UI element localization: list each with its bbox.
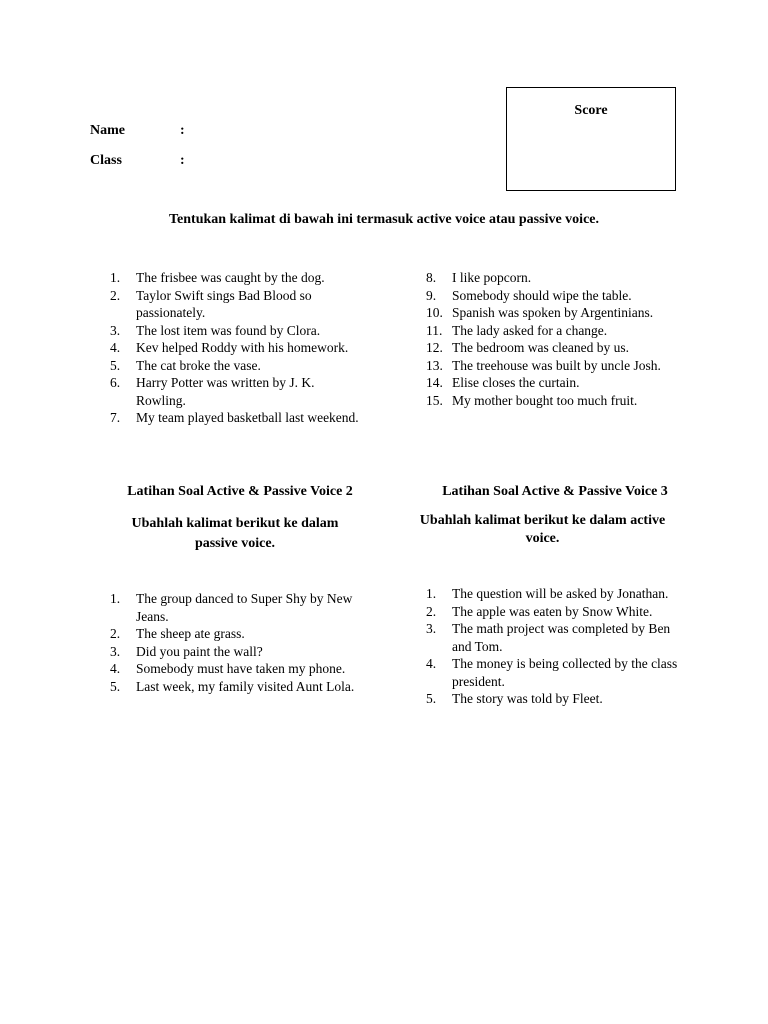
item-text: The bedroom was cleaned by us.: [452, 340, 629, 355]
list-item: [110, 590, 365, 625]
list-item: [426, 585, 684, 603]
item-number: 1.: [110, 591, 121, 606]
list-item: [426, 690, 684, 708]
section1-right-list: [426, 269, 696, 409]
item-text: The group danced to Super Shy by New Jeans.: [136, 591, 353, 624]
item-text: The math project was completed by Ben and Tom.: [452, 621, 671, 654]
item-number: 13.: [426, 357, 443, 373]
item-number: 11.: [426, 322, 443, 338]
item-number: 1.: [426, 586, 437, 601]
list-item: [426, 287, 696, 305]
list-item: [110, 374, 360, 409]
list-item: [426, 339, 696, 357]
item-text: Spanish was spoken by Argentinians.: [452, 305, 654, 320]
item-text: The treehouse was built by uncle Josh.: [452, 357, 661, 373]
list-item: [110, 678, 365, 696]
item-number: 5.: [110, 678, 121, 694]
section1-instruction: Tentukan kalimat di bawah ini termasuk active voice atau passive voice.: [168, 212, 599, 227]
item-text: The cat broke the vase.: [136, 357, 261, 373]
list-item: [110, 625, 365, 643]
item-number: 10.: [426, 305, 443, 320]
item-text: Taylor Swift sings Bad Blood so passionately.: [136, 287, 312, 320]
item-number: 2.: [110, 626, 121, 641]
list-item: [426, 603, 684, 621]
list-item: [426, 304, 696, 322]
section3-title: Latihan Soal Active & Passive Voice 3: [442, 484, 668, 499]
item-text: The money is being collected by the class president.: [452, 656, 678, 689]
section2-instruction: Ubahlah kalimat berikut ke dalam passive voice.: [131, 516, 339, 551]
score-box: [506, 87, 676, 191]
list-item: [110, 643, 365, 661]
item-number: 4.: [110, 340, 121, 355]
item-text: Elise closes the curtain.: [452, 375, 580, 390]
item-number: 2.: [110, 287, 121, 303]
item-text: The frisbee was caught by the dog.: [136, 270, 325, 285]
name-label: Name: [90, 123, 125, 138]
list-item: [426, 269, 696, 287]
item-text: Did you paint the wall?: [136, 643, 263, 659]
item-text: Somebody must have taken my phone.: [136, 661, 346, 676]
item-text: Last week, my family visited Aunt Lola.: [136, 678, 355, 694]
item-text: The apple was eaten by Snow White.: [452, 603, 653, 619]
item-number: 3.: [426, 621, 437, 636]
item-text: My mother bought too much fruit.: [452, 392, 638, 408]
list-item: [110, 339, 360, 357]
item-text: The question will be asked by Jonathan.: [452, 586, 669, 601]
section3-instruction: Ubahlah kalimat berikut ke dalam active voice.: [419, 513, 666, 546]
item-text: Kev helped Roddy with his homework.: [136, 340, 349, 355]
class-colon: :: [180, 153, 185, 168]
list-item: [110, 409, 360, 427]
item-text: I like popcorn.: [452, 270, 532, 285]
list-item: [110, 357, 360, 375]
list-item: [110, 287, 360, 322]
item-number: 14.: [426, 375, 443, 390]
list-item: [110, 660, 365, 678]
item-number: 3.: [110, 322, 121, 338]
item-number: 1.: [110, 270, 121, 285]
section2-list: [110, 590, 365, 695]
item-text: The lady asked for a change.: [452, 322, 608, 338]
section3-list: [426, 585, 684, 708]
section1-left-list: [110, 269, 360, 427]
list-item: [110, 322, 360, 340]
item-number: 2.: [426, 603, 437, 619]
item-text: The story was told by Fleet.: [452, 691, 603, 706]
item-number: 7.: [110, 410, 121, 425]
item-number: 6.: [110, 375, 121, 390]
class-label: Class: [90, 153, 122, 168]
score-label: Score: [574, 103, 608, 118]
item-number: 12.: [426, 340, 443, 355]
list-item: [426, 392, 696, 410]
item-text: The sheep ate grass.: [136, 626, 245, 641]
list-item: [426, 322, 696, 340]
list-item: [110, 269, 360, 287]
list-item: [426, 620, 684, 655]
item-text: Harry Potter was written by J. K. Rowling.: [136, 375, 315, 408]
name-colon: :: [180, 123, 185, 138]
item-number: 5.: [426, 691, 437, 706]
item-text: My team played basketball last weekend.: [136, 410, 359, 425]
item-number: 8.: [426, 270, 437, 285]
list-item: [426, 655, 684, 690]
item-number: 5.: [110, 357, 121, 373]
item-number: 4.: [426, 656, 437, 671]
list-item: [426, 357, 696, 375]
item-text: The lost item was found by Clora.: [136, 322, 321, 338]
section2-title: Latihan Soal Active & Passive Voice 2: [127, 484, 353, 499]
item-number: 4.: [110, 661, 121, 676]
item-number: 9.: [426, 287, 437, 303]
item-text: Somebody should wipe the table.: [452, 287, 632, 303]
list-item: [426, 374, 696, 392]
item-number: 3.: [110, 643, 121, 659]
item-number: 15.: [426, 392, 443, 408]
